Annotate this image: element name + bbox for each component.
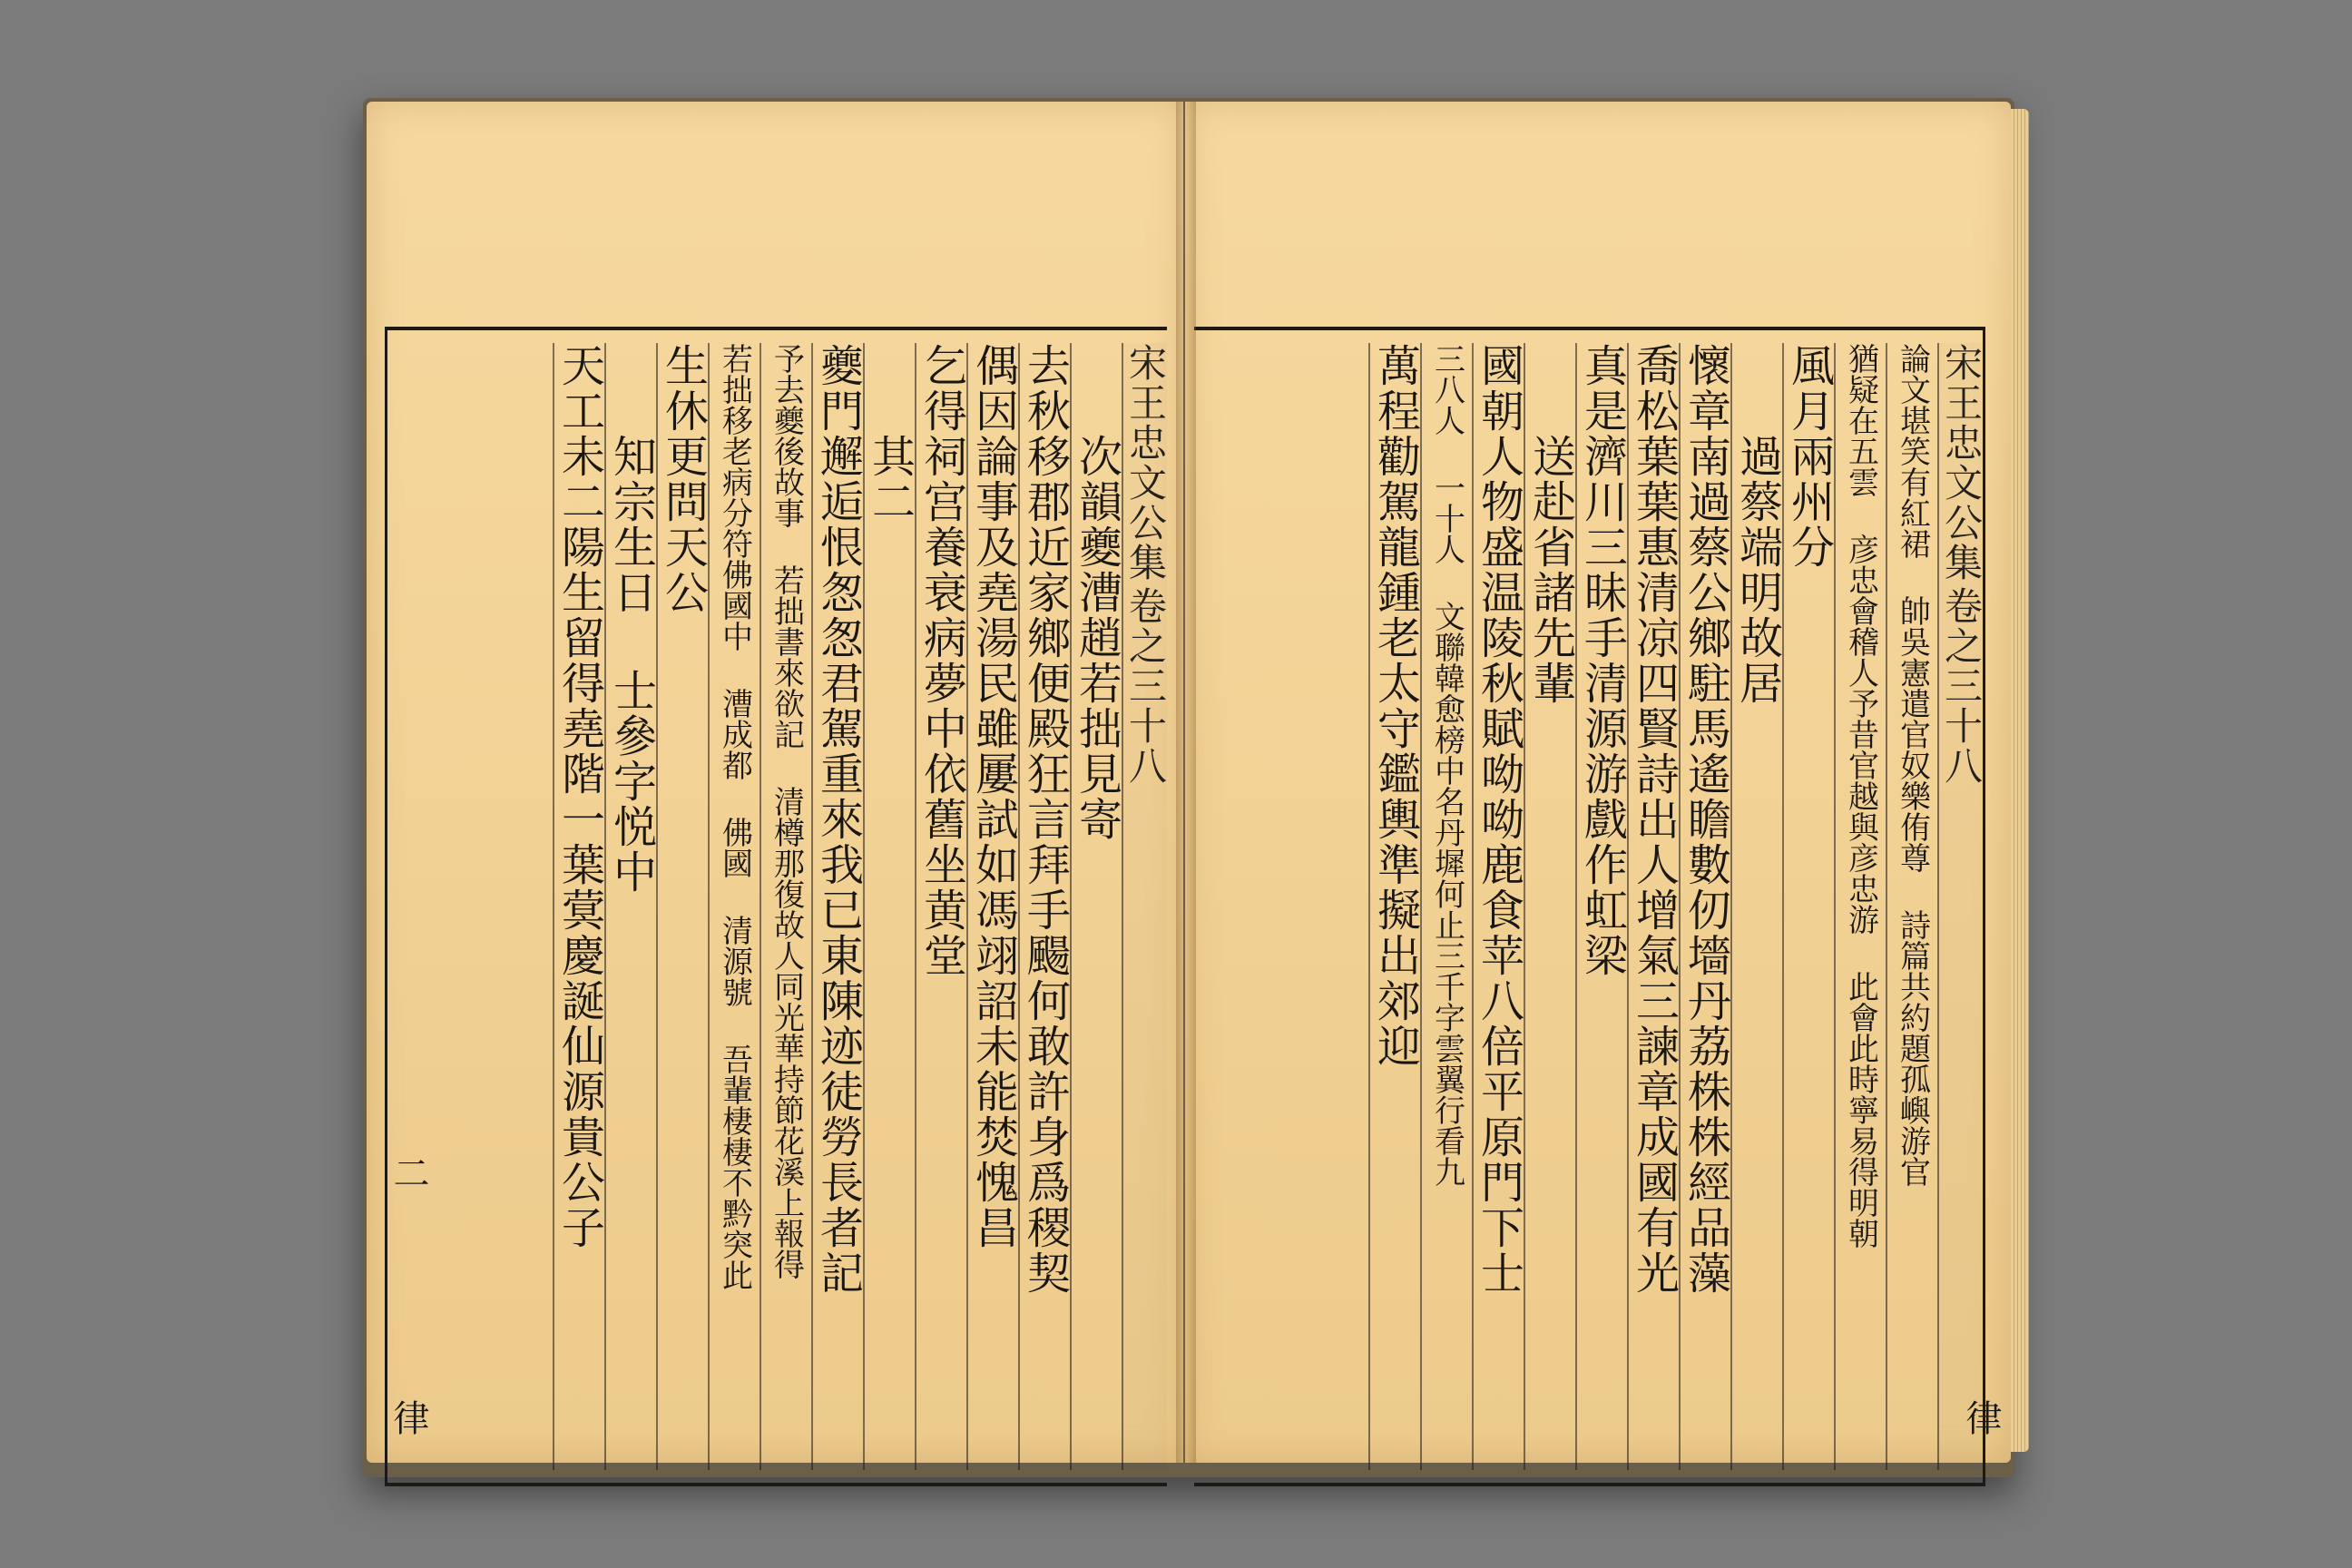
margin-text-group	[1936, 343, 1985, 1470]
poem-line: 夔門邂逅恨怱怱君駕重來我已東陳迹徒勞長者記	[812, 343, 864, 1296]
poem-line: 萬程勸駕龍鍾老太守鑑輿準擬出郊迎	[1369, 343, 1421, 1069]
text-column	[1679, 343, 1730, 1470]
text-column	[1782, 343, 1834, 1470]
right-page-frame	[1194, 327, 1985, 1486]
folio-category: 律	[387, 1399, 429, 1436]
poem-subtitle: 其二	[864, 434, 916, 524]
book-title: 宋王忠文公集	[1939, 343, 1984, 583]
poem-line-with-notes: 若拙移老病分符佛國中 漕成都 佛國 清源號 吾輩棲棲不黔突此	[716, 343, 753, 1290]
poem-line: 喬松葉葉惠清凉四賢詩出人增氣三諫章成國有光	[1628, 343, 1680, 1296]
text-column	[1070, 343, 1122, 1470]
right-columns	[1194, 343, 1983, 1470]
poem-line: 風月兩州分	[1783, 343, 1835, 570]
text-column	[966, 343, 1018, 1470]
left-columns	[387, 343, 1167, 1470]
text-column	[1627, 343, 1679, 1470]
text-column	[915, 343, 966, 1470]
poem-line: 懷章南過蔡公鄉駐馬遙瞻數仞墻丹荔株株經品藻	[1680, 343, 1731, 1296]
text-column	[708, 343, 760, 1470]
left-page	[367, 102, 1183, 1463]
text-column	[760, 343, 811, 1470]
poem-line-with-notes: 猶疑在五雲 彦忠會稽人予昔官越與彦忠游 此會此時寧易得明朝	[1842, 343, 1879, 1249]
text-column	[811, 343, 863, 1470]
folio-category: 律	[1960, 1399, 2002, 1436]
poem-line: 去秋移郡近家鄉便殿狂言拜手颺何敢許身爲稷契	[1019, 343, 1071, 1296]
folio-number: 二	[387, 1154, 429, 1191]
text-column	[1524, 343, 1575, 1470]
poem-line-with-notes: 予去夔後故事 若拙書來欲記 清樽那復故人同光華持節花溪上報得	[768, 343, 805, 1279]
poem-line: 生休更問天公	[657, 343, 709, 615]
right-margin-column	[1937, 343, 1983, 1470]
poem-line-with-notes: 論文堪笑有紅裙 帥吳憲遣官奴樂侑尊 詩篇共約題孤嶼游官	[1894, 343, 1931, 1187]
poem-line: 偶因論事及堯湯民雖屢試如馮翊詔未能焚愧昌	[967, 343, 1019, 1250]
text-column	[656, 343, 708, 1470]
text-column	[1368, 343, 1420, 1470]
poem-title: 次韻夔漕趙若拙見寄	[1071, 434, 1122, 842]
poem-title: 知宗生日 士參字悦中	[605, 434, 657, 895]
volume-label: 卷之三十八	[1123, 586, 1168, 786]
book-gutter	[1176, 102, 1196, 1463]
text-column	[863, 343, 915, 1470]
poem-line-with-notes: 三八人 一十人 文聯韓愈榜中名丹墀何止三千字雲翼行看九	[1428, 343, 1465, 1187]
poem-title: 過蔡端明故居	[1731, 434, 1783, 706]
left-page-frame	[385, 327, 1167, 1486]
volume-label: 卷之三十八	[1939, 586, 1984, 786]
text-column	[1420, 343, 1472, 1470]
text-column	[1730, 343, 1782, 1470]
text-column	[1472, 343, 1524, 1470]
poem-line: 天工未二陽生留得堯階一葉蓂慶誕仙源貴公子	[554, 343, 605, 1250]
margin-text-group	[1121, 343, 1170, 1470]
text-column	[604, 343, 656, 1470]
right-page	[1185, 102, 2011, 1463]
poem-line: 國朝人物盛温陵秋賦呦呦鹿食苹八倍平原門下士	[1473, 343, 1524, 1296]
text-column	[553, 343, 604, 1470]
poem-line: 乞得祠宫養衰病夢中依舊坐黄堂	[916, 343, 967, 978]
text-column	[1575, 343, 1627, 1470]
text-column	[1886, 343, 1937, 1470]
book-title: 宋王忠文公集	[1123, 343, 1168, 583]
text-column	[1834, 343, 1886, 1470]
left-margin-column	[1122, 343, 1167, 1470]
text-column	[1018, 343, 1070, 1470]
poem-line: 真是濟川三昧手清源游戲作虹梁	[1576, 343, 1628, 978]
poem-title: 送赴省諸先輩	[1524, 434, 1576, 706]
